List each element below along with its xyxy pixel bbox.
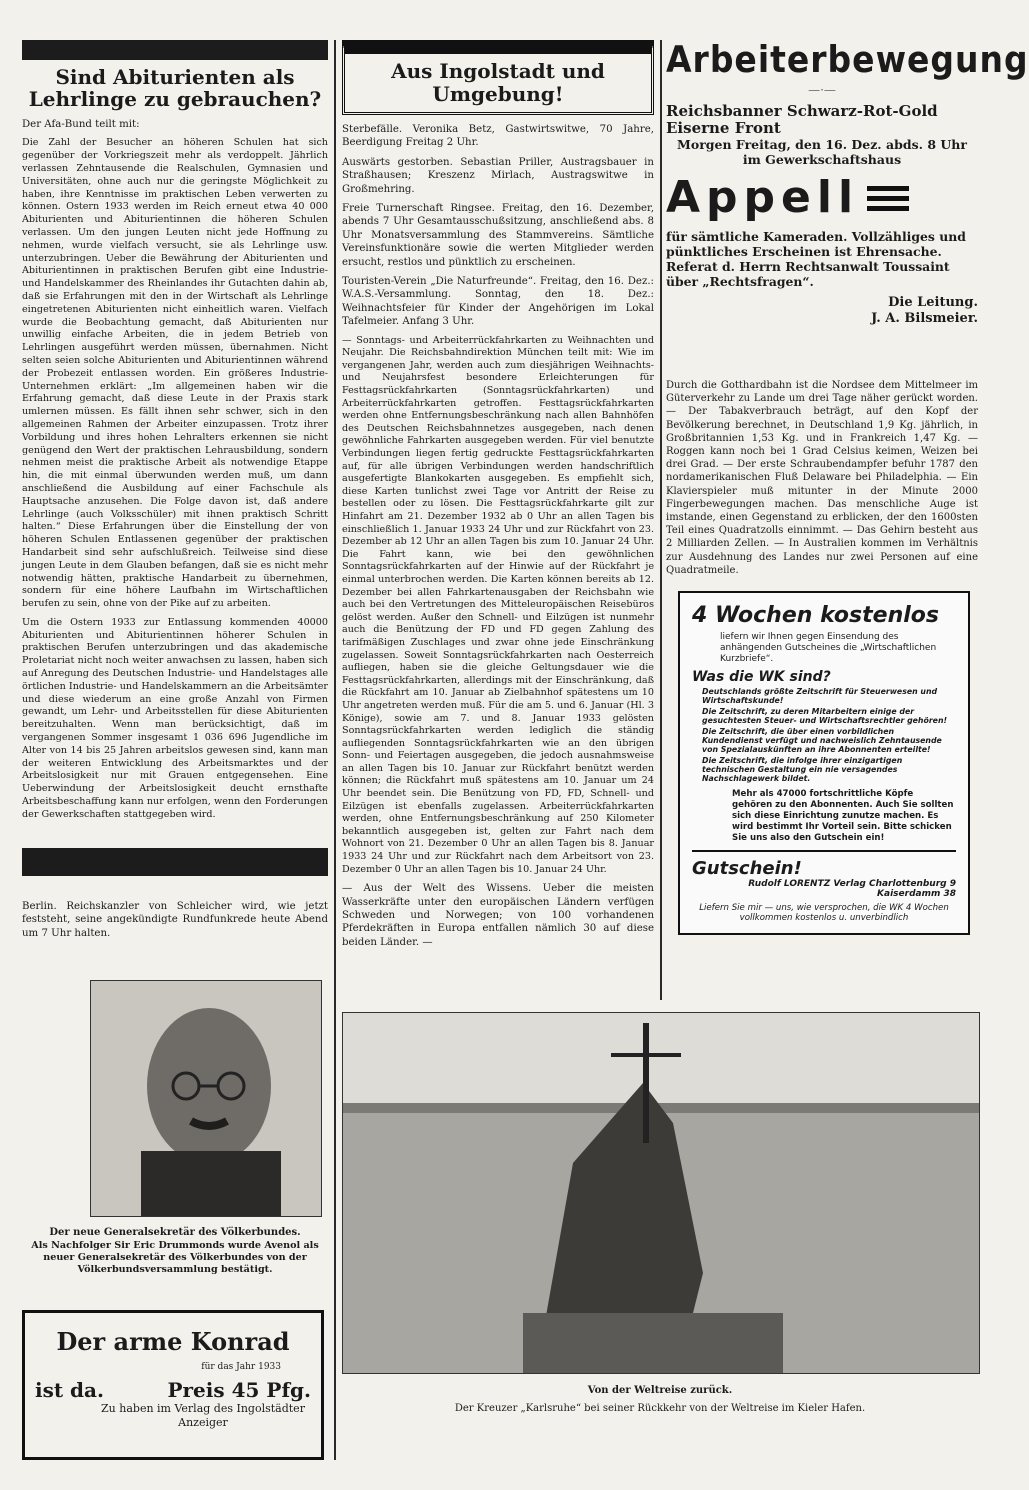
ship-caption-text: Der Kreuzer „Karlsruhe“ bei seiner Rückkehr von der Weltreise im Kieler Hafen.: [454, 1403, 866, 1414]
portrait-photo: [90, 980, 322, 1217]
divider-bar: [22, 848, 328, 876]
article-paragraph: Der Afa-Bund teilt mit:: [22, 119, 140, 130]
signature-leitung: Die Leitung.: [888, 295, 978, 310]
konrad-year: für das Jahr 1933: [201, 1362, 281, 1372]
konrad-price: Preis 45 Pfg.: [167, 1378, 311, 1402]
news-item: — Sonntags- und Arbeiterrückfahrkarten zu Weihnachten und Neujahr. Die Reichsbahndirektion München teilt mit: Wie im vergangenen Jahr, werden auch zum diesjährigen Weihnachts- und Neujahrsfest besondere Erleichterungen für Festtagsrückfahrkarten (Sonntagsrückfahrkarten) und Arbeiterrückfahrkarten getroffen. Festtagsrückfahrkarten werden ohne Entfernungsbeschränkung nach allen Bahnhöfen des Deutschen Reichsbahnnetzes ausgegeben, nach denen gewöhnliche Fahrkarten ausgegeben werden. Für viel benutzte Verbindungen liegen fertig gedruckte Festtagsrückfahrkarten auf, für alle übrigen Verbindungen werden handschriftlich ausgefertigte Blankokarten ausgegeben. Es empfiehlt sich, diese Karten tunlichst zwei Tage vor Antritt der Reise zu bestellen oder zu lösen. Die Festtagsrückfahrkarte gilt zur Hinfahrt am 21. Dezember 1932 ab 0 Uhr an allen Tagen bis einschließlich 1. Januar 1933 24 Uhr und zur Rückfahrt von 23. Dezember ab 12 Uhr an allen Tagen bis zum 10. Januar 24 Uhr. Die Fahrt kann, wie bei den gewöhnlichen Sonntagsrückfahrkarten auf der Hinwie auf der Rückfahrt je einmal unterbrochen werden. Die Karten können bereits ab 12. Dezember bei allen Fahrkartenausgaben der Reichsbahn wie auch bei den Vertretungen des Mitteleuropäischen Reisebüros gelöst werden. Außer den Schnell- und Eilzügen ist nunmehr auch die Benützung der FD und FD gegen Zahlung des tarifmäßigen Zuschlages und zwar ohne jede Einschränkung zugelassen. Soweit Sonntagsrückfahrkarten nach Oesterreich aufliegen, haben sie die gleiche Geltungsdauer wie die Festtagsrückfahrkarten, allerdings mit der Einschränkung, daß die Rückfahrt am 10. Januar ab Zielbahnhof spätestens um 10 Uhr angetreten werden muß. Für die am 5. und 6. Januar (Hl. 3 Könige), sowie am 7. und 8. Januar 1933 gelösten Sonntagsrückfahrkarten werden lediglich die ständig aufliegenden Sonntagsrückfahrkarten wie an den übrigen Sonn- und Feiertagen ausgegeben, die jedoch ausnahmsweise an allen Tagen bis 10. Januar zur Rückfahrt benützt werden können; die Rückfahrt muß spätestens am 10. Januar um 24 Uhr beendet sein. Die Benützung von FD, FD, Schnell- und Eilzügen ist ebenfalls zugelassen. Arbeiterrückfahrkarten werden, ohne Entfernungsbeschränkung auf 250 Kilometer bekanntlich ausgegeben ist, gelten zur Fahrt nach dem Wohnort von 21. Dezember 0 Uhr an allen Tagen bis 8. Januar 1933 24 Uhr und zur Rückfahrt nach dem Arbeitsort von 23. Dezember 0 Uhr an allen Tagen bis 10. Januar 24 Uhr.: [342, 334, 654, 875]
news-item: Freie Turnerschaft Ringsee. Freitag, den 16. Dezember, abends 7 Uhr Gesamtausschußsitzung, anschließend abs. 8 Uhr Monatsversammlung des Stammvereins. Sämtliche Vereinsfunktionäre sowie die werten Mitglieder werden ersucht, restlos und pünktlich zu erscheinen.: [342, 203, 654, 268]
article-paragraph: Die Zahl der Besucher an höheren Schulen hat sich gegenüber der Vorkriegszeit mehr als verdoppelt. Jährlich verlassen Zehntausende die Realschulen, Gymnasien und Universitäten, ohne auch nur die geringste Möglichkeit zu haben, ihre Kenntnisse im praktischen Leben verwerten zu können. Ostern 1933 werden im Reich erneut etwa 40 000 Abiturienten und Abiturientinnen die höheren Schulen verlassen. Um den jungen Leuten nicht jede Hoffnung zu nehmen, wurde vielfach versucht, sie als Lehrlinge usw. unterzubringen. Ueber die Bewährung der Abiturienten und Abiturientinnen in praktischen Berufen gibt eine Industrie- und Handelskammer des Rheinlandes ihr Gutachten dahin ab, daß sie Erfahrungen mit den in der Wirtschaft als Lehrlinge eingetretenen Abiturienten nicht einheitlich waren. Vielfach wurde die Beobachtung gemacht, daß Abiturienten nur unwillig einfache Arbeiten, die in jedem Betrieb von Lehrlingen ausgeführt werden müssen, übernahmen. Nicht selten seien solche Abiturienten und Abiturientinnen während der Probezeit entlassen worden. Ein größeres Industrie-Unternehmen erklärt: „Im allgemeinen haben wir die Erfahrung gemacht, daß diese Leute in der Praxis stark umlernen müssen. Es fällt ihnen sehr schwer, sich in den allgemeinen Rahmen der Arbeiter einzupassen. Trotz ihrer Vorbildung und ihres hohen Lehralters erkennen sie nicht genügend den Wert der praktischen Lehrausbildung, sondern nehmen meist die praktische Arbeit als notwendige Etappe hin, die mit einmal überwunden werden muß, um dann anschließend die Ausbildung auf einer Fachschule als Hauptsache anzusehen. Die Folge davon ist, daß andere Lehrlinge (auch Volksschüler) mit ihnen praktisch Schritt halten.“ Diese Erfahrungen über die Einstellung der von höheren Schulen Entlassenen gegenüber der praktischen Handarbeit sind sehr aufschlußreich. Teilweise sind diese jungen Leute in dem Glauben befangen, daß sie es nicht mehr notwendig hätten, praktische Handarbeit zu übernehmen, sondern für eine höhere Laufbahn im Wirtschaftlichen berufen zu sein, ohne von der Pike auf zu arbeiten.: [22, 137, 328, 610]
konrad-where: Zu haben im Verlag des Ingolstädter Anzeiger: [101, 1402, 305, 1429]
headline-abiturienten: Sind Abiturienten als Lehrlinge zu gebrauchen?: [28, 65, 322, 111]
article-paragraph: Um die Ostern 1933 zur Entlassung kommenden 40000 Abiturienten und Abiturientinnen höherer Schulen in praktischen Berufen unterzubringen und das akademische Proletariat nicht noch weiter anwachsen zu lassen, haben sich auf Anregung des Deutschen Industrie- und Handelstages alle örtlichen Industrie- und Handelskammern an die Arbeitsämter und diese wiederum an eine große Anzahl von Firmen gewandt, um Lehr- und Arbeitsstellen für diese Abiturienten bereitzuhalten. Wenn man berücksichtigt, daß im vergangenen Sommer insgesamt 1 036 696 Jugendliche im Alter von 14 bis 25 Jahren arbeitslos gewesen sind, kann man der weiteren Entwicklung des Arbeitsmarktes und der Arbeitslosigkeit nur mit Grauen entgegensehen. Eine Ueberwindung der Arbeitslosigkeit deucht ernsthafte Arbeitsbeschaffung kann nur erfolgen, wenn den Forderungen der Gewerkschaften stattgegeben wird.: [22, 616, 328, 820]
news-item: Touristen-Verein „Die Naturfreunde“. Freitag, den 16. Dez.: W.A.S.-Versammlung. Sonntag, den 18. Dez.: Weihnachtsfeier für Kinder der Angehörigen im Lokal Tafelmeier. Anfang 3 Uhr.: [342, 276, 654, 328]
konrad-ist-da: ist da.: [35, 1378, 104, 1402]
news-item: — Aus der Welt des Wissens. Ueber die meisten Wasserkräfte unter den europäischen Ländern verfügen Schweden und Norwegen; von 100 vorhandenen Pferdekräften in Europa entfallen nämlich 30 auf diese beiden Länder. —: [342, 883, 654, 948]
ad-title: 4 Wochen kostenlos: [692, 603, 939, 629]
reichsbanner-body: für sämtliche Kameraden. Vollzähliges und pünktliches Erscheinen ist Ehrensache. Referat d. Herrn Rechtsanwalt Toussaint über „Rechtsfragen“.: [666, 229, 966, 289]
publisher: Rudolf LORENTZ Verlag Charlottenburg 9 Kaiserdamm 38: [748, 879, 956, 900]
coupon-text: Liefern Sie mir — uns, wie versprochen, die WK 4 Wochen vollkommen kostenlos u. unverbindlich: [699, 903, 949, 924]
column-3: [666, 38, 1029, 1480]
misc-facts: Durch die Gotthardbahn ist die Nordsee dem Mittelmeer im Güterverkehr zu Lande um drei Tage näher gerückt worden. — Der Tabakverbrauch beträgt, auf den Kopf der Bevölkerung berechnet, in Deutschland 1,9 Kg. jährlich, in Großbritannien 1,53 Kg. und in Frankreich 1,47 Kg. — Roggen kann noch bei 1 Grad Celsius keimen, Weizen bei drei Grad. — Der erste Schraubendampfer befuhr 1787 den nordamerikanischen Fluß Delaware bei Philadelphia. — Ein Klavierspieler muß mitunter in der Minute 2000 Fingerbewegungen machen. Das menschliche Auge ist imstande, einen Gegenstand zu erblicken, der den 1600sten Teil eines Quadratzolls einnimmt. — Das Gehirn besteht aus 2 Milliarden Zellen. — In Australien kommen im Verhältnis zur Ausdehnung des Landes nur zwei Personen auf eine Quadratmeile.: [666, 380, 978, 576]
appell-word: Appell: [666, 172, 860, 223]
ad-point: Die Zeitschrift, zu deren Mitarbeitern einige der gesuchtesten Steuer- und Wirtschaftsrechtler gehören!: [702, 707, 948, 726]
portrait-caption-title: Der neue Generalsekretär des Völkerbundes.: [49, 1227, 301, 1238]
news-item: Sterbefälle. Veronika Betz, Gastwirtswitwe, 70 Jahre, Beerdigung Freitag 2 Uhr.: [342, 124, 654, 149]
wk-advertisement: [678, 591, 970, 935]
berlin-notice: [22, 900, 328, 970]
reichsbanner-title: Reichsbanner Schwarz-Rot-Gold: [666, 102, 938, 120]
meeting-time: Morgen Freitag, den 16. Dez. abds. 8 Uhr im Gewerkschaftshaus: [677, 137, 967, 167]
ad-question: Was die WK sind?: [692, 669, 831, 686]
coupon-title: Gutschein!: [692, 858, 802, 880]
ad-point: Die Zeitschrift, die infolge ihrer einzigartigen technischen Gestaltung ein nie versagendes Nachschlagewerk bildet.: [702, 756, 903, 784]
coupon-section: [692, 850, 956, 923]
ad-subtitle: liefern wir Ihnen gegen Einsendung des anhängenden Gutscheines die „Wirtschaftlichen Kurzbriefe“.: [720, 632, 937, 665]
konrad-ad: [22, 1310, 324, 1460]
portrait-illustration: [91, 981, 321, 1216]
column-rule-1: [334, 40, 336, 1460]
local-news-title: Aus Ingolstadt und Umgebung!: [342, 40, 654, 115]
ad-more: Mehr als 47000 fortschrittliche Köpfe gehören zu den Abonnenten. Auch Sie sollten sich diese Einrichtung zunutze machen. Es wird bestimmt Ihr Vorteil sein. Bitte schicken Sie uns also den Gutschein ein!: [732, 789, 954, 844]
appell-lines: [867, 186, 909, 211]
arbeiterbewegung-title: Arbeiterbewegung: [666, 38, 1029, 81]
header-bar: [22, 40, 328, 60]
berlin-text: Berlin. Reichskanzler von Schleicher wird, wie jetzt feststeht, seine angekündigte Rundfunkrede heute Abend um 7 Uhr halten.: [22, 901, 328, 939]
eiserne-front: Eiserne Front: [666, 119, 781, 137]
konrad-price-row: [35, 1378, 311, 1402]
column-2: [342, 40, 654, 1000]
column-rule-2: [660, 40, 662, 1000]
news-item: Auswärts gestorben. Sebastian Priller, Austragsbauer in Straßhausen; Kreszenz Mirlach, Austragswitwe in Großmehring.: [342, 156, 654, 195]
ad-point: Die Zeitschrift, die über einen vorbildlichen Kundendienst verfügt und nachweislich Zehntausende von Spezialauskünften an ihre Abonnenten erteilte!: [702, 727, 942, 755]
ship-caption-title: Von der Weltreise zurück.: [587, 1385, 733, 1396]
ad-points: [702, 687, 956, 783]
portrait-caption-text: Als Nachfolger Sir Eric Drummonds wurde Avenol als neuer Generalsekretär des Völkerbundes von der Völkerbundsversammlung bestätigt.: [31, 1240, 319, 1275]
signature-name: J. A. Bilsmeier.: [871, 311, 978, 326]
konrad-title: Der arme Konrad: [56, 1327, 290, 1356]
title-ornament: —·—: [808, 83, 836, 97]
ad-point: Deutschlands größte Zeitschrift für Steuerwesen und Wirtschaftskunde!: [702, 687, 938, 706]
appell-row: [666, 173, 978, 223]
